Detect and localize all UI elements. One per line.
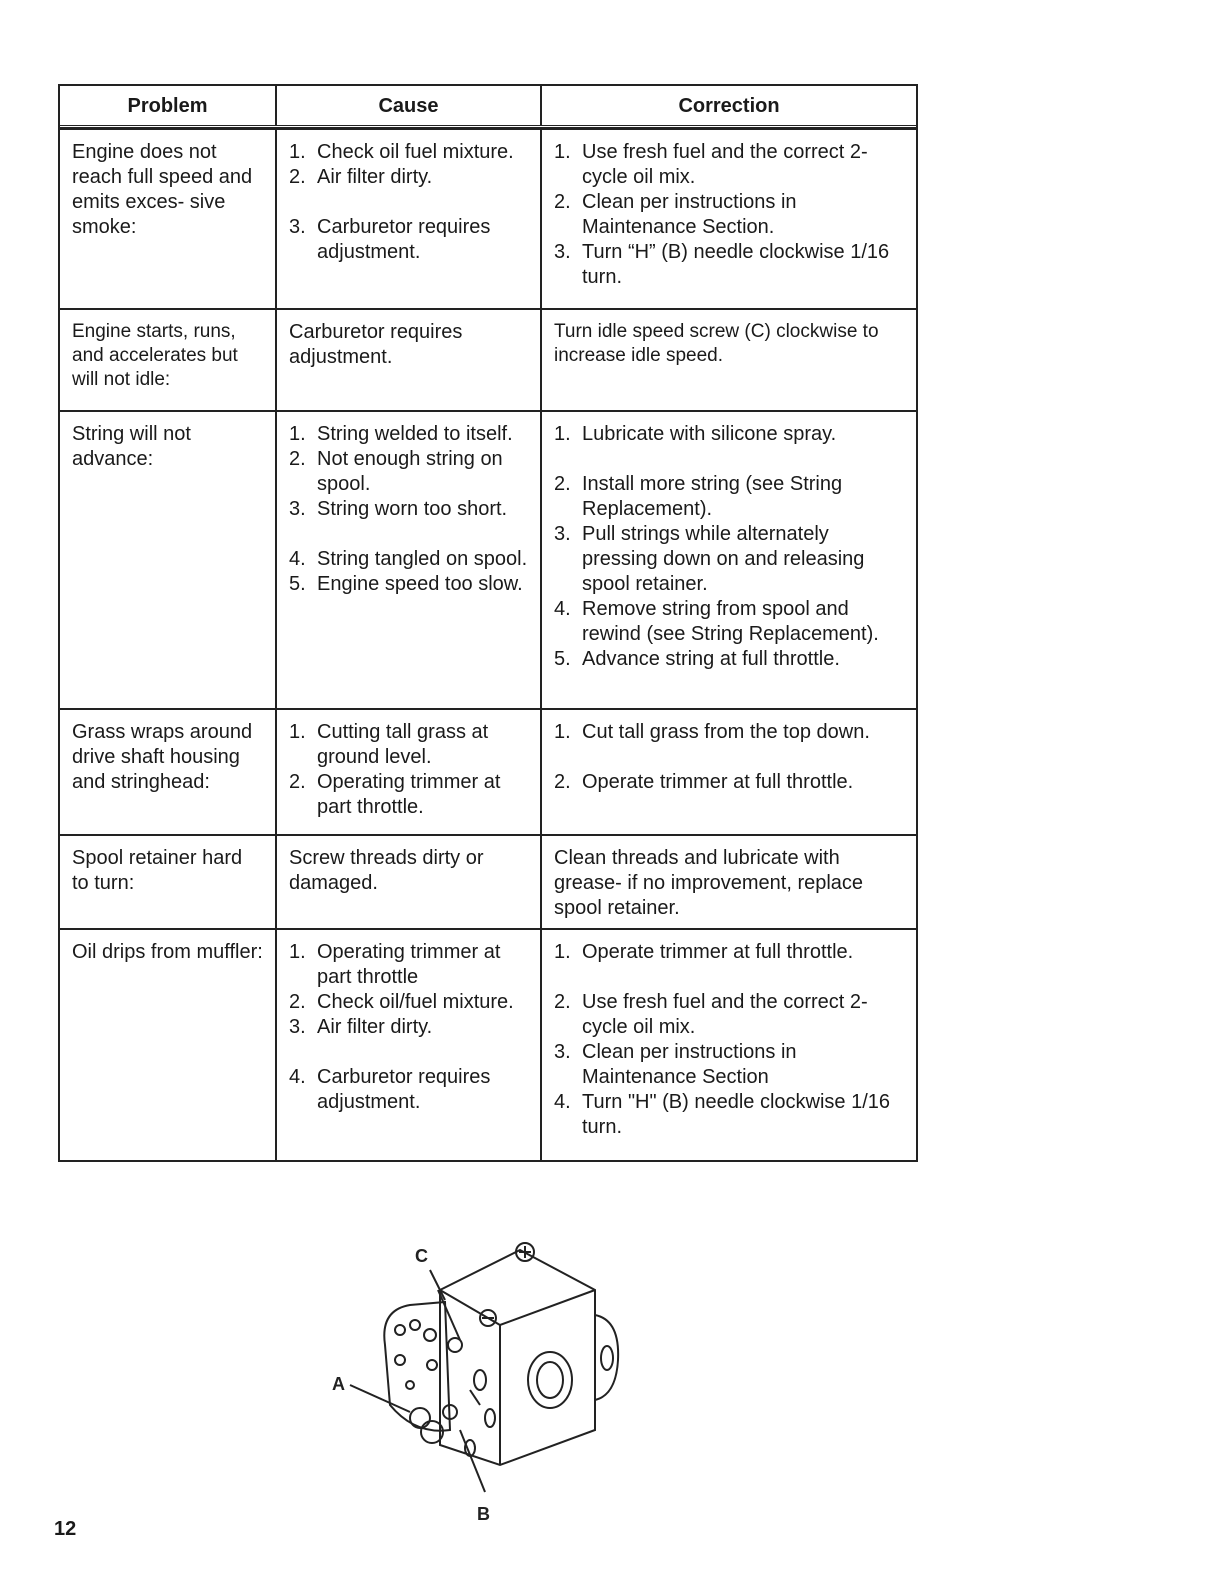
list-item: 1. String welded to itself. xyxy=(289,423,513,445)
list-item: 1. Cut tall grass from the top down. xyxy=(554,721,870,743)
problem-cell: Grass wraps around drive shaft housing and stringhead: xyxy=(60,710,277,834)
table-row xyxy=(60,708,916,834)
list-item: 2. Install more string (see String Replacement). xyxy=(554,473,843,520)
correction-cell xyxy=(542,930,916,1160)
list-item: 1. Check oil fuel mixture. xyxy=(289,141,514,163)
list-item: 3. Turn “H” (B) needle clockwise 1/16 turn. xyxy=(554,241,890,288)
cause-cell xyxy=(277,130,542,308)
list-item: 3. Air filter dirty. xyxy=(289,1016,433,1038)
table-header-row xyxy=(60,86,916,128)
table-row xyxy=(60,308,916,410)
correction-cell: Clean threads and lubricate with grease- if no improvement, replace spool retainer. xyxy=(554,847,864,919)
list-item: 3. Carburetor requires adjustment. xyxy=(289,216,491,263)
cause-cell xyxy=(277,710,542,834)
header-cause: Cause xyxy=(277,86,542,125)
list-item: 4. Remove string from spool and rewind (see String Replacement). xyxy=(554,598,879,645)
header-correction: Correction xyxy=(678,95,780,117)
list-item: 3. String worn too short. xyxy=(289,498,508,520)
list-item: 5. Engine speed too slow. xyxy=(289,573,523,595)
label-c: C xyxy=(415,1246,428,1266)
correction-cell xyxy=(542,412,916,708)
list-item: 5. Advance string at full throttle. xyxy=(554,648,840,670)
list-item: 1. Use fresh fuel and the correct 2-cycle oil mix. xyxy=(554,141,868,188)
list-item: 1. Operating trimmer at part throttle xyxy=(289,941,501,988)
problem-cell: Spool retainer hard to turn: xyxy=(60,836,277,928)
table-row xyxy=(60,410,916,708)
list-item: 2. Operate trimmer at full throttle. xyxy=(554,771,854,793)
list-item: 3. Pull strings while alternately pressing down on and releasing spool retainer. xyxy=(554,523,865,595)
cause-cell: Screw threads dirty or damaged. xyxy=(277,836,542,928)
list-item: 2. Operating trimmer at part throttle. xyxy=(289,771,501,818)
problem-cell: Oil drips from muffler: xyxy=(60,930,277,1160)
page-number: 12 xyxy=(54,1518,77,1540)
table-row xyxy=(60,128,916,308)
problem-cell: String will not advance: xyxy=(60,412,277,708)
problem-cell: Engine starts, runs, and accelerates but will not idle: xyxy=(60,310,277,410)
correction-cell xyxy=(542,710,916,834)
list-item: 4. String tangled on spool. xyxy=(289,548,528,570)
carburetor-body xyxy=(350,1243,618,1492)
label-b: B xyxy=(477,1504,490,1524)
problem-cell: Engine does not reach full speed and emits exces- sive smoke: xyxy=(60,130,277,308)
list-item: 2. Check oil/fuel mixture. xyxy=(289,991,514,1013)
header-problem: Problem xyxy=(60,86,277,125)
list-item: 4. Turn "H" (B) needle clockwise 1/16 turn. xyxy=(554,1091,891,1138)
correction-cell xyxy=(542,130,916,308)
table-row xyxy=(60,834,916,928)
correction-cell: Turn idle speed screw (C) clockwise to increase idle speed. xyxy=(554,321,879,366)
list-item: 2. Not enough string on spool. xyxy=(289,448,503,495)
list-item: 1. Lubricate with silicone spray. xyxy=(554,423,837,445)
list-item: 2. Use fresh fuel and the correct 2-cycle oil mix. xyxy=(554,991,868,1038)
label-a: A xyxy=(332,1374,345,1394)
list-item: 2. Clean per instructions in Maintenance Section. xyxy=(554,191,797,238)
list-item: 2. Air filter dirty. xyxy=(289,166,433,188)
carburetor-diagram xyxy=(320,1230,650,1530)
list-item: 1. Cutting tall grass at ground level. xyxy=(289,721,489,768)
list-item: 3. Clean per instructions in Maintenance Section xyxy=(554,1041,797,1088)
list-item: 4. Carburetor requires adjustment. xyxy=(289,1066,491,1113)
cause-cell xyxy=(277,412,542,708)
cause-cell xyxy=(277,930,542,1160)
troubleshooting-table xyxy=(58,84,918,1162)
list-item: 1. Operate trimmer at full throttle. xyxy=(554,941,854,963)
table-row xyxy=(60,928,916,1160)
cause-cell: Carburetor requires adjustment. xyxy=(277,310,542,410)
